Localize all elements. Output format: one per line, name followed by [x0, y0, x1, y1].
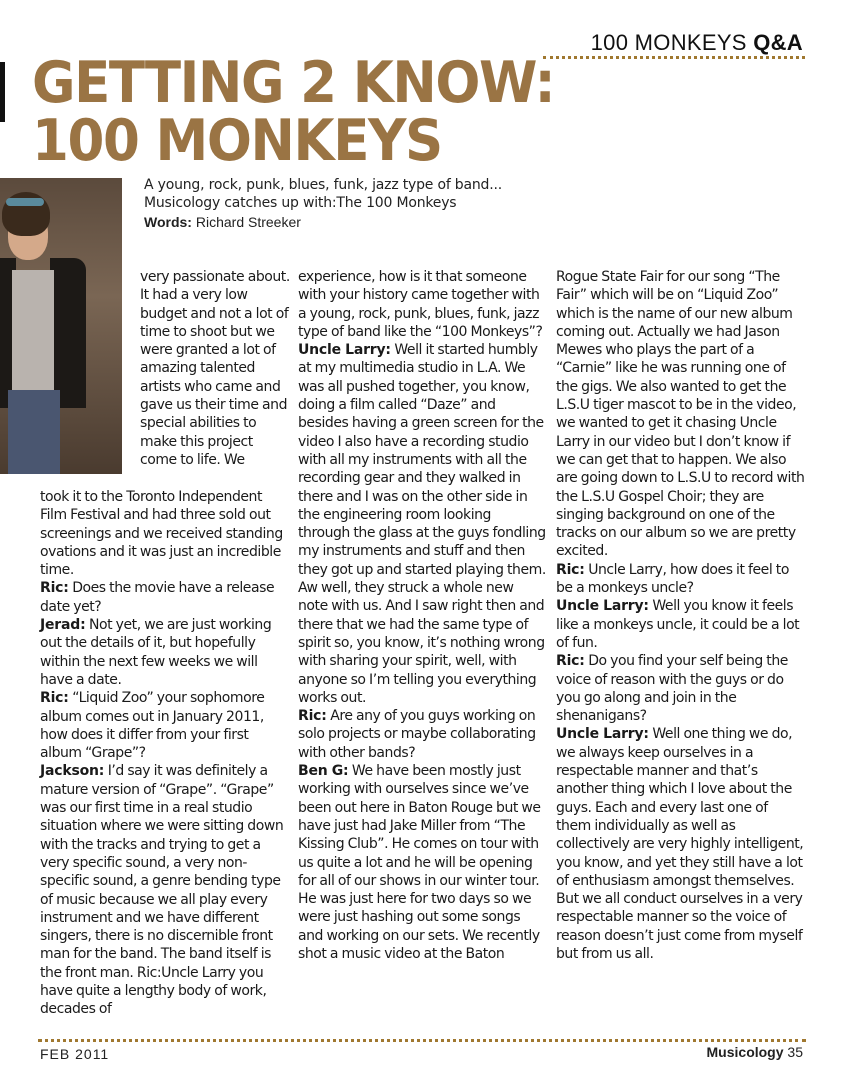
qa-paragraph: [556, 561, 806, 598]
speaker-label: Jerad:: [40, 617, 86, 634]
speaker-label: Ric:: [40, 690, 69, 707]
qa-text: experience, how is it that someone with your history came together with a young, rock, punk, blues, funk, jazz type of band like the “100 Monkeys”?: [298, 269, 543, 340]
speaker-label: Ben G:: [298, 763, 349, 780]
qa-paragraph: [556, 725, 806, 963]
qa-text: Uncle Larry, how does it feel to be a monkeys uncle?: [556, 561, 789, 597]
footer-issue-date: FEB 2011: [40, 1046, 110, 1062]
speaker-label: Jackson:: [40, 763, 105, 780]
speaker-label: Uncle Larry:: [556, 598, 649, 615]
qa-paragraph: [40, 616, 290, 689]
photo-sunglasses: [6, 198, 44, 206]
column-2: [298, 268, 546, 963]
byline-author: Richard Streeker: [195, 214, 301, 230]
qa-paragraph: [298, 268, 546, 341]
band-member-photo: [0, 178, 122, 474]
column-1: [40, 488, 290, 1019]
section-tag-qa: Q&A: [753, 30, 803, 55]
headline-line-1: GETTING 2 KNOW:: [32, 50, 555, 116]
qa-text: Not yet, we are just working out the details of it, but hopefully within the next few weeks we will have a date.: [40, 617, 272, 688]
photo-jacket-right: [50, 258, 86, 408]
column-1-wrap-text: [140, 268, 290, 469]
qa-text: Are any of you guys working on solo projects or maybe collaborating with other bands?: [298, 708, 536, 761]
speaker-label: Ric:: [40, 580, 69, 597]
qa-text: I’d say it was definitely a mature version of “Grape”. “Grape” was our first time in a real studio situation where we were sitting down with the tracks and trying to get a very specific sound, a very non-specific sound, a genre bending type of music because we all play every instrument and we have different singers, there is no discernible front man for the band. The band itself is the front man. Ric:Uncle Larry you have quite a lengthy body of work, decades of: [40, 763, 284, 1018]
speaker-label: Ric:: [556, 653, 585, 670]
qa-paragraph: [298, 341, 546, 707]
qa-text: Well it started humbly at my multimedia studio in L.A. We was all pushed together, you know, doing a film called “Daze” and besides having a green screen for the video I also have a recording studio with all my instruments with all the recording gear and they walked in there and I was on the other side in the engineering room looking through the glass at the guys fondling my instruments and stuff and then they got up and started playing them. Aw well, they struck a whole new note with us. And I saw right then and there that we had the same type of spirit so, you know, it’s nothing wrong with sharing your spirit, well, with anyone so I’m telling you everything works out.: [298, 342, 546, 706]
speaker-label: Uncle Larry:: [298, 342, 391, 359]
qa-paragraph: [40, 579, 290, 616]
qa-paragraph: [40, 762, 290, 1018]
qa-text: We have been mostly just working with ourselves since we’ve been out here in Baton Rouge but we have just had Jake Miller from “The Kissing Club”. He comes on tour with us quite a lot and he will be opening for all of our shows in our winter tour. He was just here for two days so we were just hashing out some songs and working on our sets. We recently shot a music video at the Baton: [298, 763, 541, 962]
byline: [144, 214, 301, 230]
section-tag-label: 100 MONKEYS: [590, 30, 747, 55]
footer-page-number: 35: [787, 1044, 803, 1060]
speaker-label: Uncle Larry:: [556, 726, 649, 743]
qa-text: Well you know it feels like a monkeys uncle, it could be a lot of fun.: [556, 598, 800, 651]
qa-text: “Liquid Zoo” your sophomore album comes out in January 2011, how does it differ from your first album “Grape”?: [40, 690, 265, 762]
standfirst: [144, 176, 544, 212]
photo-shirt: [12, 270, 54, 390]
qa-text: Do you find your self being the voice of reason with the guys or do you go along and join in the shenanigans?: [556, 653, 788, 725]
qa-text: Well one thing we do, we always keep ourselves in a respectable manner and that’s another thing which I love about the guys. Each and every last one of them individually as well as collectively are very highly intelligent, you know, and yet they still have a lot of enthusiasm amongst themselves. But we all conduct ourselves in a very respectable manner so the voice of reason doesn’t just come from myself but from us all.: [556, 726, 804, 962]
section-tag: [591, 30, 803, 56]
qa-paragraph: [40, 488, 290, 579]
dotted-rule-top: [543, 56, 805, 59]
page-edge-strip: [0, 62, 5, 122]
qa-paragraph: [556, 652, 806, 725]
qa-text: Does the movie have a release date yet?: [40, 580, 275, 615]
footer-folio: [707, 1044, 803, 1060]
paragraph: very passionate about. It had a very low budget and not a lot of time to shoot but we were granted a lot of amazing talented artists who came and gave us their time and special abilities to make this project come to life. We: [140, 269, 290, 468]
byline-label: Words:: [144, 214, 192, 230]
qa-paragraph: [556, 268, 806, 561]
dotted-rule-bottom: [38, 1039, 806, 1042]
qa-text: took it to the Toronto Independent Film Festival and had three sold out screenings and we received standing ovations and it was just an incredible time.: [40, 489, 283, 579]
headline-line-2: 100 MONKEYS: [32, 108, 442, 174]
qa-paragraph: [40, 689, 290, 762]
speaker-label: Ric:: [556, 561, 585, 578]
qa-text: Rogue State Fair for our song “The Fair” which will be on “Liquid Zoo” which is the name of our new album coming out. Actually we had Jason Mewes who plays the part of a “Carnie” like he was running one of the gigs. We also wanted to get the L.S.U tiger mascot to be in the video, we wanted to get it chasing Uncle Larry in our video but I don’t know if we can get that to happen. We also are going down to L.S.U to record with the L.S.U Gospel Choir; they are singing background on one of the tracks on our album so we are pretty excited.: [556, 269, 805, 560]
footer-magazine-name: Musicology: [706, 1044, 784, 1060]
qa-paragraph: [556, 597, 806, 652]
photo-jeans: [8, 390, 60, 474]
standfirst-line-2: Musicology catches up with:The 100 Monkeys: [144, 195, 457, 211]
headline: [32, 50, 555, 174]
column-3: [556, 268, 806, 963]
speaker-label: Ric:: [298, 708, 327, 725]
qa-paragraph: [298, 707, 546, 762]
qa-paragraph: [298, 762, 546, 963]
standfirst-line-1: A young, rock, punk, blues, funk, jazz type of band...: [144, 177, 502, 193]
